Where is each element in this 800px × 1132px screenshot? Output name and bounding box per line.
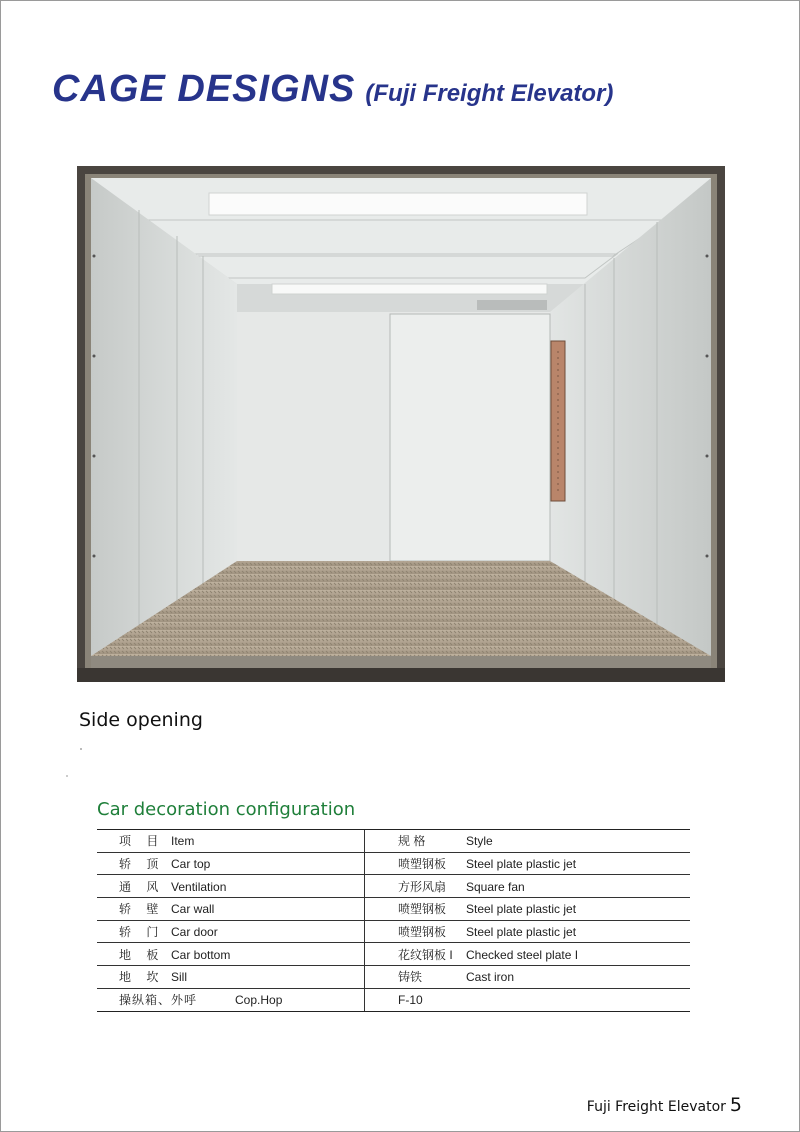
style-en: Square fan: [466, 879, 525, 894]
item-en: Ventilation: [171, 879, 227, 894]
style-cn: 喷塑钢板: [398, 925, 447, 940]
table-row: [97, 852, 690, 875]
table-row: [97, 943, 690, 966]
photo-caption: Side opening: [79, 709, 203, 731]
style-cn: 喷塑钢板: [398, 902, 447, 917]
table-row: [97, 966, 690, 989]
style-en: Cast iron: [466, 970, 515, 985]
style-cell: [365, 852, 691, 875]
table-row: [97, 875, 690, 898]
style-en: Steel plate plastic jet: [466, 857, 577, 872]
item-cell: [97, 943, 365, 966]
style-cell: [365, 898, 691, 921]
style-cell: [365, 943, 691, 966]
title-main: CAGE DESIGNS: [52, 68, 356, 110]
style-cell: [365, 830, 691, 853]
item-cell: [97, 988, 365, 1011]
item-cn: 通 风: [119, 879, 165, 894]
item-cn: 轿 门: [119, 925, 165, 940]
elevator-cage-photo: [77, 166, 725, 682]
style-cell: [365, 920, 691, 943]
title-sub: (Fuji Freight Elevator): [365, 80, 614, 107]
style-en: Checked steel plate I: [466, 947, 579, 962]
style-cell: [365, 966, 691, 989]
table-header-row: [97, 830, 690, 853]
item-cn: 轿 壁: [119, 902, 165, 917]
style-cn: 花纹钢板 I: [398, 947, 453, 962]
item-cn: 操纵箱、外呼: [119, 993, 198, 1008]
style-en: Steel plate plastic jet: [466, 902, 577, 917]
style-cn: 铸铁: [398, 970, 423, 985]
table-row: [97, 920, 690, 943]
item-en: Sill: [171, 970, 188, 985]
page-footer: [587, 1094, 742, 1116]
style-cn: 喷塑钢板: [398, 857, 447, 872]
item-en: Car bottom: [171, 947, 231, 962]
item-cell: [97, 875, 365, 898]
page-number: 5: [729, 1094, 742, 1116]
page-title: [52, 68, 613, 111]
item-en: Car door: [171, 925, 218, 940]
item-cell: [97, 852, 365, 875]
footer-label: Fuji Freight Elevator: [586, 1099, 726, 1115]
style-cn: 方形风扇: [398, 879, 447, 894]
item-en: Car top: [171, 857, 211, 872]
style-cn: F-10: [398, 992, 423, 1007]
item-cell: [97, 920, 365, 943]
item-en: Item: [171, 834, 195, 849]
item-cn: 地 板: [119, 947, 165, 962]
style-en: Style: [466, 834, 493, 849]
item-en: Cop.Hop: [235, 993, 283, 1008]
section-title: Car decoration configuration: [97, 799, 356, 820]
speck: [80, 748, 82, 750]
speck: [66, 775, 68, 777]
style-cell: [365, 988, 691, 1011]
item-cn: 地 坎: [119, 970, 165, 985]
table-row: [97, 898, 690, 921]
item-cn: 项 目: [119, 834, 165, 849]
style-en: Steel plate plastic jet: [466, 925, 577, 940]
item-cn: 轿 顶: [119, 857, 165, 872]
item-en: Car wall: [171, 902, 215, 917]
item-cell: [97, 898, 365, 921]
style-cell: [365, 875, 691, 898]
config-table: [97, 829, 690, 1012]
item-cell: [97, 830, 365, 853]
item-cell: [97, 966, 365, 989]
style-cn: 规 格: [398, 834, 426, 849]
table-row: [97, 988, 690, 1011]
